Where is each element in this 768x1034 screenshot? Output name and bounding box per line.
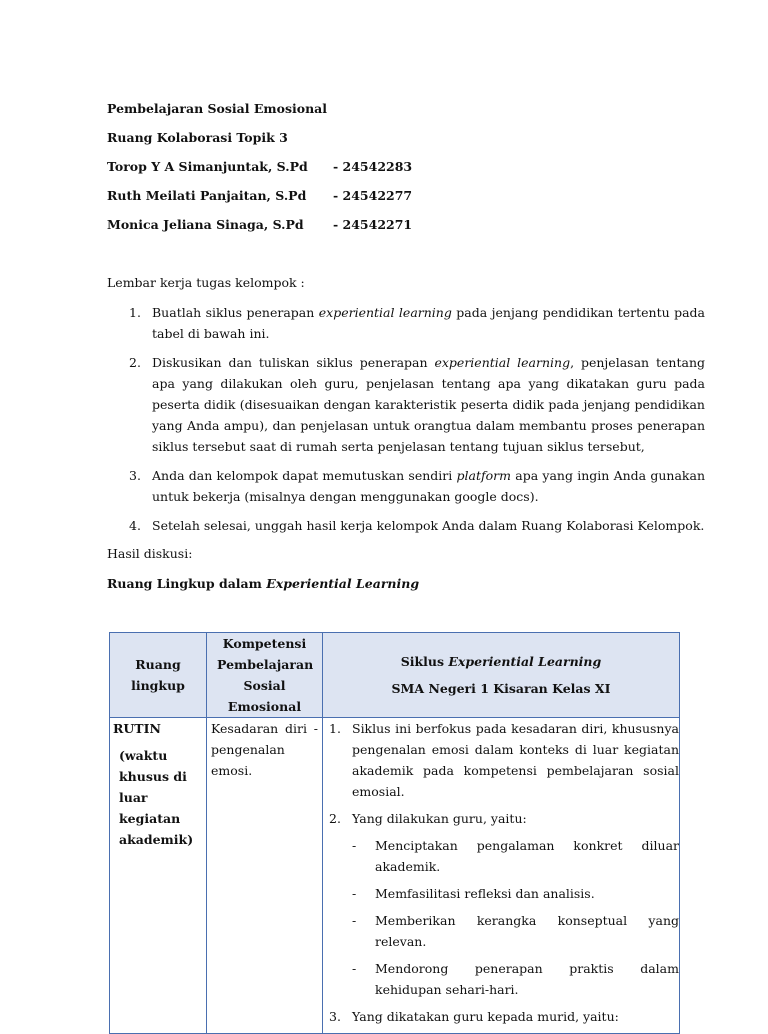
member-name: Torop Y A Simanjuntak, S.Pd <box>107 159 308 174</box>
cycle-number: 2. <box>329 811 341 826</box>
table-row <box>110 718 680 1034</box>
header-scope: Ruang lingkup <box>110 633 207 718</box>
scope-label: RUTIN <box>113 721 161 736</box>
task-item <box>107 352 705 457</box>
header-cycle-school: SMA Negeri 1 Kisaran Kelas XI <box>391 681 611 696</box>
teacher-action-item <box>329 910 679 952</box>
cycle-number: 3. <box>329 1009 341 1024</box>
table-header-row <box>110 633 680 718</box>
scope-title <box>107 576 419 591</box>
task-emphasis: experiential learning <box>434 355 571 370</box>
teacher-action-text: Memfasilitasi refleksi dan analisis. <box>375 886 595 901</box>
task-text: Setelah selesai, unggah hasil kerja kelompok Anda dalam Ruang Kolaborasi Kelompok. <box>152 518 705 533</box>
document-title: Pembelajaran Sosial Emosional <box>107 101 328 116</box>
member-row <box>107 188 412 203</box>
member-name: Ruth Meilati Panjaitan, S.Pd <box>107 188 307 203</box>
task-number: 4. <box>129 518 141 533</box>
task-text: Anda dan kelompok dapat memutuskan sendiri <box>152 468 457 483</box>
result-label: Hasil diskusi: <box>107 546 193 561</box>
cycle-number: 1. <box>329 721 341 736</box>
worksheet-intro: Lembar kerja tugas kelompok : <box>107 275 305 290</box>
member-row <box>107 217 412 232</box>
teacher-action-item <box>329 835 679 877</box>
scope-title-emphasis: Experiential Learning <box>266 576 420 591</box>
header-cycle-line1 <box>327 651 675 672</box>
task-item <box>107 465 705 507</box>
member-id: - 24542277 <box>333 188 413 203</box>
task-item <box>107 515 705 536</box>
task-text: Buatlah siklus penerapan <box>152 305 319 320</box>
header-cycle-emphasis: Experiential Learning <box>448 654 602 669</box>
task-emphasis: platform <box>456 468 511 483</box>
teacher-action-text: Mendorong penerapan praktis dalam kehidupan sehari-hari. <box>375 961 679 997</box>
dash-marker: - <box>352 838 357 853</box>
scope-description: (waktu khusus di luar kegiatan akademik) <box>119 748 194 847</box>
task-number: 2. <box>129 355 141 370</box>
task-text: apa yang ingin Anda gunakan untuk bekerja (misalnya dengan menggunakan google docs). <box>152 468 705 504</box>
teacher-action-item <box>329 883 679 904</box>
member-name: Monica Jeliana Sinaga, S.Pd <box>107 217 304 232</box>
header-cycle-text: Siklus <box>400 654 449 669</box>
teacher-action-text: Memberikan kerangka konseptual yang relevan. <box>375 913 679 949</box>
dash-marker: - <box>352 913 357 928</box>
cell-scope <box>110 718 207 1034</box>
task-number: 1. <box>129 305 141 320</box>
task-text: , penjelasan tentang apa yang dilakukan oleh guru, penjelasan tentang apa yang dikatakan guru pada peserta didik (disesuaikan dengan karakteristik peserta didik pada jenjang pendidikan yang Anda ampu), dan penjelasan untuk orangtua dalam membantu proses penerapan siklus tersebut saat di rumah serta penjelasan tentang tujuan siklus tersebut, <box>152 355 705 454</box>
member-id: - 24542283 <box>333 159 413 174</box>
document-subtitle: Ruang Kolaborasi Topik 3 <box>107 130 288 145</box>
dash-marker: - <box>352 886 357 901</box>
task-text: Diskusikan dan tuliskan siklus penerapan <box>152 355 435 370</box>
experiential-learning-table <box>109 632 680 1034</box>
task-text: pada jenjang pendidikan tertentu pada tabel di bawah ini. <box>152 305 706 341</box>
cell-cycle <box>323 718 680 1034</box>
teacher-action-item <box>329 958 679 1000</box>
cycle-text: Yang dilakukan guru, yaitu: <box>352 811 527 826</box>
header-competency: Kompetensi Pembelajaran Sosial Emosional <box>207 633 323 718</box>
cycle-item <box>329 808 679 829</box>
task-item <box>107 302 705 344</box>
cycle-text: Siklus ini berfokus pada kesadaran diri, khususnya pengenalan emosi dalam konteks di luar kegiatan akademik pada kompetensi pembelajaran sosial emosial. <box>352 721 679 799</box>
dash-marker: - <box>352 961 357 976</box>
header-cycle <box>323 633 680 718</box>
member-id: - 24542271 <box>333 217 413 232</box>
scope-title-text: Ruang Lingkup dalam <box>107 576 267 591</box>
task-number: 3. <box>129 468 141 483</box>
task-emphasis: experiential learning <box>318 305 452 320</box>
teacher-action-text: Menciptakan pengalaman konkret diluar akademik. <box>375 838 679 874</box>
cycle-text: Yang dikatakan guru kepada murid, yaitu: <box>352 1009 619 1024</box>
cell-competency: Kesadaran diri - pengenalan emosi. <box>207 718 323 1034</box>
member-row <box>107 159 412 174</box>
cycle-item <box>329 718 679 802</box>
task-list <box>107 302 705 544</box>
